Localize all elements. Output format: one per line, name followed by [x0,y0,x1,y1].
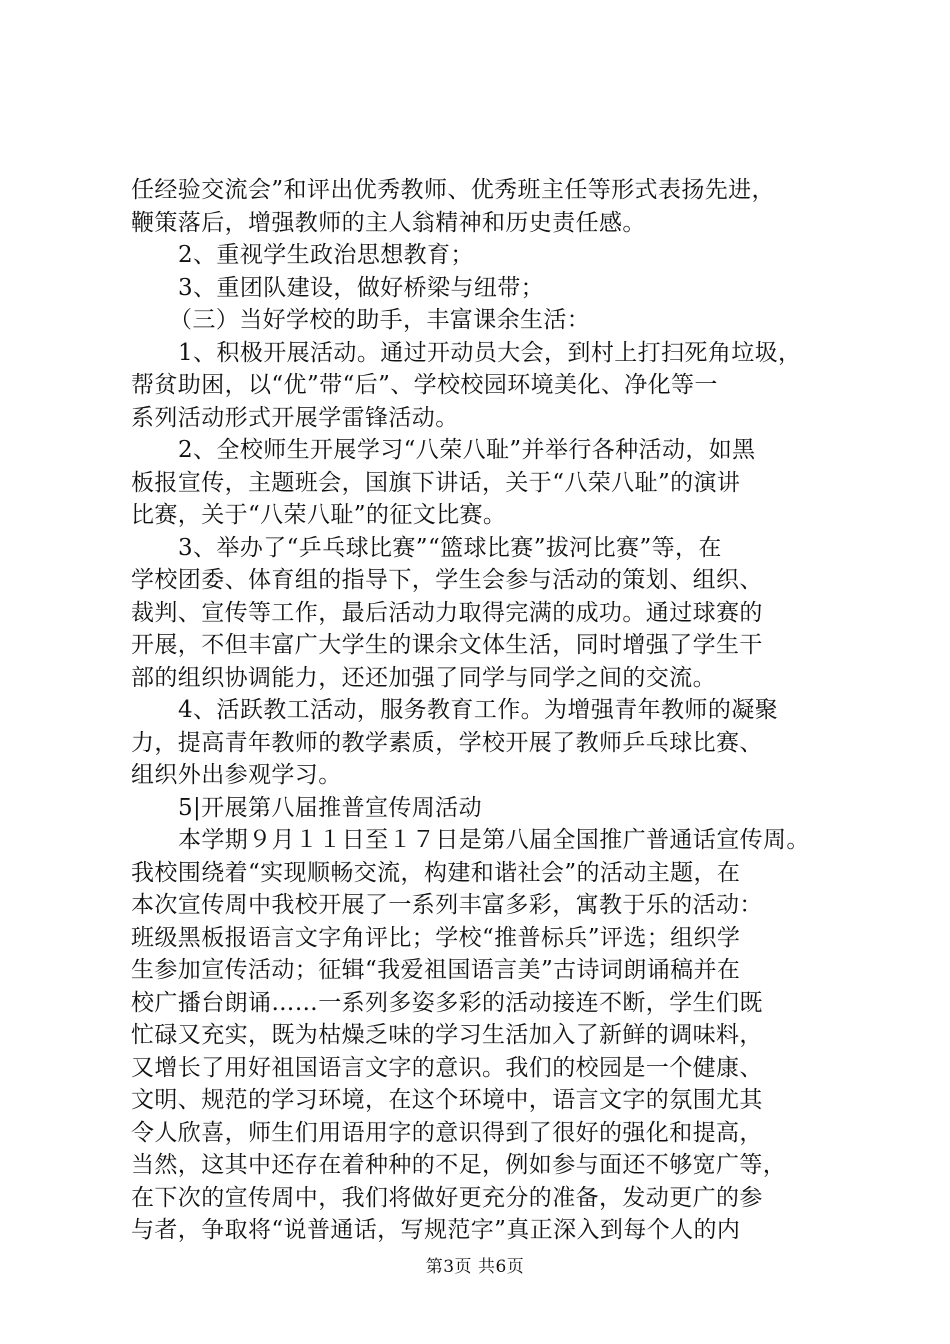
text-line: 力，提高青年教师的教学素质，学校开展了教师乒乓球比赛、 [131,729,763,756]
text-line: 本次宣传周中我校开展了一系列丰富多彩，寓教于乐的活动： [131,892,763,918]
text-line: 文明、规范的学习环境，在这个环境中，语言文字的氛围尤其 [131,1087,763,1113]
text-line: 在下次的宣传周中，我们将做好更充分的准备，发动更广的参 [131,1184,763,1211]
text-line: 我校围绕着“实现顺畅交流，构建和谐社会”的活动主题，在 [131,859,741,886]
text-line: 组织外出参观学习。 [131,762,342,788]
text-line: 当然，这其中还存在着种种的不足，例如参与面还不够宽广等， [131,1152,787,1178]
text-line: 班级黑板报语言文字角评比；学校“推普标兵”评选；组织学 [131,924,741,951]
text-line: 比赛，关于“八荣八耻”的征文比赛。 [131,502,507,528]
text-line: 帮贫助困，以“优”带“后”、学校校园环境美化、净化等一 [131,372,718,398]
section-heading: 5|开展第八届推普宣传周活动 [178,794,482,821]
paragraph-start: 本学期９月１１日至１７日是第八届全国推广普通话宣传周。 [178,827,810,853]
text-line: 令人欣喜，师生们用语用字的意识得到了很好的强化和提高， [131,1119,763,1146]
text-line: 系列活动形式开展学雷锋活动。 [131,404,459,431]
text-line: 开展，不但丰富广大学生的课余文体生活，同时增强了学生干 [131,632,763,658]
list-item: 3、举办了“乒乓球比赛”“篮球比赛”拔河比赛”等，在 [178,534,722,561]
text-line: 部的组织协调能力，还还加强了同学与同学之间的交流。 [131,664,716,691]
list-item: 2、重视学生政治思想教育； [178,242,474,268]
section-heading: （三）当好学校的助手，丰富课余生活： [169,307,591,333]
text-line: 板报宣传，主题班会，国旗下讲话，关于“八荣八耻”的演讲 [131,469,741,496]
text-line: 学校团委、体育组的指导下，学生会参与活动的策划、组织、 [131,567,763,593]
text-line: 生参加宣传活动；征辑“我爱祖国语言美”古诗词朗诵稿并在 [131,957,741,983]
list-item: 3、重团队建设，做好桥梁与纽带； [178,274,545,301]
text-line: 裁判、宣传等工作，最后活动力取得完满的成功。通过球赛的 [131,599,763,626]
text-line: 与者，争取将“说普通话，写规范字”真正深入到每个人的内 [131,1217,741,1243]
text-line: 又增长了用好祖国语言文字的意识。我们的校园是一个健康、 [131,1054,763,1081]
text-line: 任经验交流会”和评出优秀教师、优秀班主任等形式表扬先进， [131,177,775,203]
text-line: 忙碌又充实，既为枯燥乏味的学习生活加入了新鲜的调味料， [131,1022,763,1048]
text-line: 鞭策落后，增强教师的主人翁精神和历史责任感。 [131,209,646,236]
list-item: 2、全校师生开展学习“八荣八耻”并举行各种活动，如黑 [178,437,756,463]
page-number-footer: 第3页 共6页 [425,1257,525,1277]
document-body [131,174,851,1247]
list-item: 1、积极开展活动。通过开动员大会，到村上打扫死角垃圾， [178,339,802,366]
list-item: 4、活跃教工活动，服务教育工作。为增强青年教师的凝聚 [178,697,779,723]
text-line: 校广播台朗诵……一系列多姿多彩的活动接连不断，学生们既 [131,989,763,1016]
